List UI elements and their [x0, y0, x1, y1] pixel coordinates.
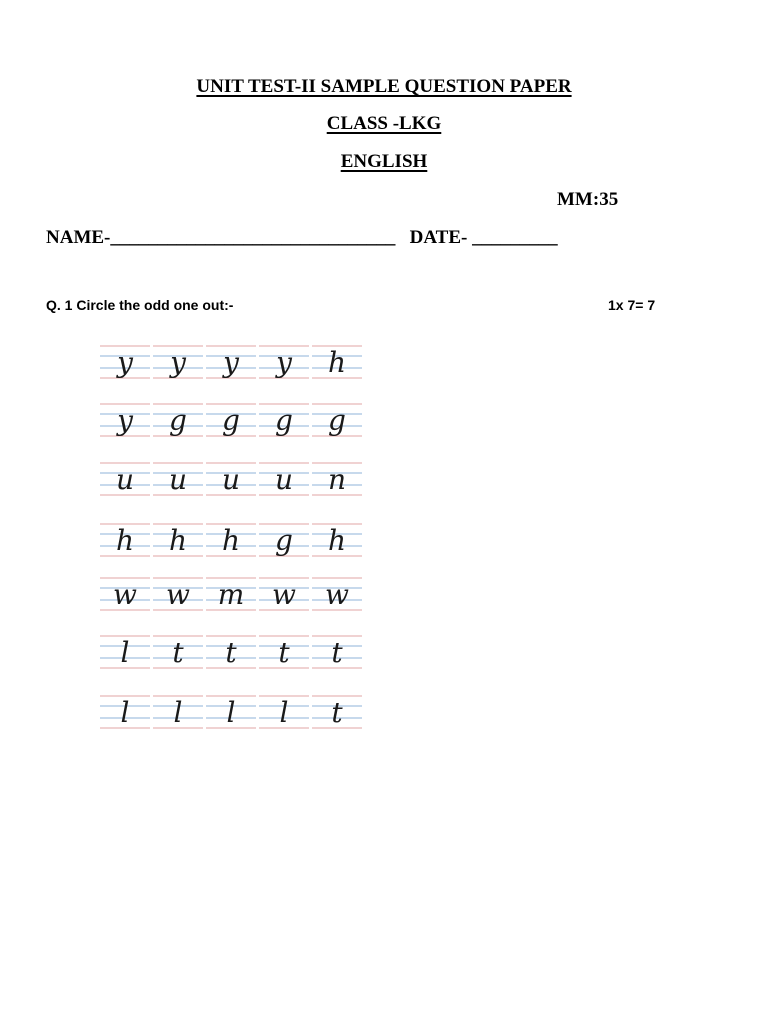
- letter-tile[interactable]: [312, 688, 362, 740]
- letter-tile[interactable]: [100, 338, 150, 390]
- cursive-letter: n: [327, 463, 347, 496]
- cursive-letter: u: [221, 463, 241, 496]
- letter-tile[interactable]: [259, 570, 309, 622]
- cursive-letter: g: [169, 404, 187, 437]
- letter-tile[interactable]: [100, 688, 150, 740]
- letter-tile[interactable]: [312, 570, 362, 622]
- letter-tile[interactable]: [206, 396, 256, 448]
- cursive-letter: t: [172, 636, 184, 669]
- cursive-letter: l: [279, 696, 289, 729]
- letter-tile[interactable]: [259, 688, 309, 740]
- max-marks: MM:35: [557, 189, 619, 210]
- cursive-letter: w: [272, 578, 296, 611]
- letter-tile[interactable]: [206, 455, 256, 507]
- paper-title: UNIT TEST-II SAMPLE QUESTION PAPER: [196, 76, 572, 97]
- letter-tile[interactable]: [153, 688, 203, 740]
- letter-tile[interactable]: [312, 338, 362, 390]
- letter-tile[interactable]: [100, 516, 150, 568]
- letter-tile[interactable]: [153, 570, 203, 622]
- letter-tile[interactable]: [259, 455, 309, 507]
- cursive-letter: w: [325, 578, 349, 611]
- letter-tile[interactable]: [206, 628, 256, 680]
- cursive-letter: t: [278, 636, 290, 669]
- letter-tile[interactable]: [153, 516, 203, 568]
- cursive-letter: g: [275, 404, 293, 437]
- cursive-letter: g: [275, 524, 293, 557]
- letter-tile[interactable]: [312, 516, 362, 568]
- subject-label: ENGLISH: [340, 151, 428, 172]
- letter-tile[interactable]: [206, 338, 256, 390]
- letter-tile[interactable]: [153, 396, 203, 448]
- cursive-letter: l: [120, 696, 130, 729]
- cursive-letter: w: [166, 578, 190, 611]
- cursive-letter: y: [117, 346, 133, 379]
- letter-tile[interactable]: [100, 570, 150, 622]
- cursive-letter: m: [217, 578, 245, 611]
- cursive-letter: t: [331, 696, 343, 729]
- class-label: CLASS -LKG: [326, 113, 442, 134]
- cursive-letter: h: [327, 524, 347, 557]
- letter-tile[interactable]: [312, 628, 362, 680]
- letter-tile[interactable]: [206, 570, 256, 622]
- question-1-marks: 1x 7= 7: [608, 297, 656, 313]
- letter-tile[interactable]: [259, 338, 309, 390]
- cursive-letter: y: [223, 346, 239, 379]
- cursive-letter: y: [276, 346, 292, 379]
- letter-tile[interactable]: [206, 688, 256, 740]
- letter-tile[interactable]: [153, 628, 203, 680]
- cursive-letter: y: [117, 404, 133, 437]
- letter-tile[interactable]: [100, 396, 150, 448]
- cursive-letter: h: [115, 524, 135, 557]
- letter-tile[interactable]: [153, 338, 203, 390]
- letter-tile[interactable]: [259, 628, 309, 680]
- letter-tile[interactable]: [100, 455, 150, 507]
- cursive-letter: h: [327, 346, 347, 379]
- cursive-letter: y: [170, 346, 186, 379]
- letter-tile[interactable]: [312, 455, 362, 507]
- cursive-letter: u: [168, 463, 188, 496]
- letter-tile[interactable]: [312, 396, 362, 448]
- cursive-letter: l: [120, 636, 130, 669]
- letter-tile[interactable]: [259, 516, 309, 568]
- cursive-letter: h: [168, 524, 188, 557]
- letter-tile[interactable]: [153, 455, 203, 507]
- cursive-letter: l: [173, 696, 183, 729]
- letter-tile[interactable]: [206, 516, 256, 568]
- question-1-prompt: Q. 1 Circle the odd one out:-: [46, 297, 234, 313]
- cursive-letter: h: [221, 524, 241, 557]
- cursive-letter: t: [225, 636, 237, 669]
- cursive-letter: t: [331, 636, 343, 669]
- cursive-letter: u: [274, 463, 294, 496]
- letter-tile[interactable]: [100, 628, 150, 680]
- name-date-line: NAME-______________________________ DATE- _________: [46, 227, 558, 248]
- cursive-letter: l: [226, 696, 236, 729]
- letter-tile[interactable]: [259, 396, 309, 448]
- cursive-letter: g: [222, 404, 240, 437]
- cursive-letter: w: [113, 578, 137, 611]
- cursive-letter: g: [328, 404, 346, 437]
- cursive-letter: u: [115, 463, 135, 496]
